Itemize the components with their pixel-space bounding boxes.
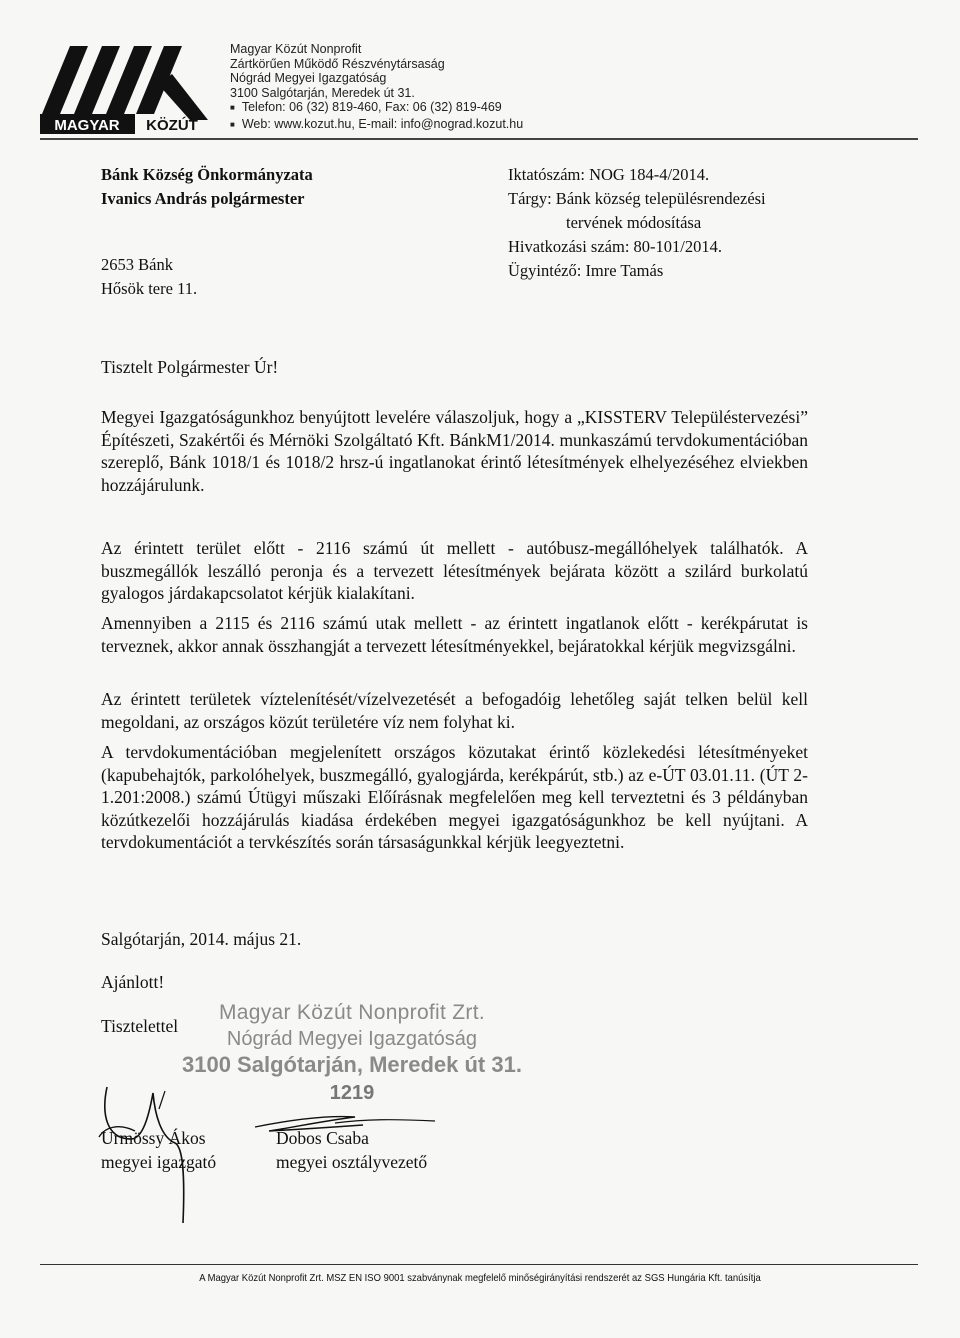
paragraph-4: Az érintett területek víztelenítését/vízelvezetését a befogadóig lehetőleg saját telken belül kell megoldani, az országos közút területére víz nem folyhat ki. <box>101 689 808 732</box>
stamp-line: Magyar Közút Nonprofit Zrt. <box>218 1001 485 1024</box>
company-web: ■ Web: www.kozut.hu, E-mail: info@nograd.kozut.hu <box>230 117 523 134</box>
reference-block <box>508 163 766 283</box>
paragraph-2: Az érintett terület előtt - 2116 számú út mellett - autóbusz-megállóhelyek találhatók. A buszmegállók leszálló peronja és a tervezett létesítmények bejárata között a szilárd burkolatú gyalogos járdakapcsolatot kérjük kialakítani. <box>101 538 808 603</box>
recipient-city: 2653 Bánk <box>101 255 173 274</box>
company-address: 3100 Salgótarján, Meredek út 31. <box>230 85 415 100</box>
date-line: Salgótarján, 2014. május 21. <box>101 929 302 949</box>
recipient-address <box>101 163 313 301</box>
paragraph-1: Megyei Igazgatóságunkhoz benyújtott levelére válaszoljuk, hogy a „KISSTERV Településtervezési” Építészeti, Szakértői és Mérnöki Szolgáltató Kft. BánkM1/2014. munkaszámú tervdokumentációban szereplő, Bánk 1018/1 és 1018/2 hrsz-ú ingatlanokat érintő létesítmények elhelyezéséhez elviekben hozzájárulunk. <box>101 407 808 495</box>
header-divider <box>40 138 918 140</box>
magyar-kozut-logo <box>40 44 210 134</box>
signer-name: Dobos Csaba <box>276 1128 369 1148</box>
stamp-line: Nógrád Megyei Igazgatóság <box>226 1028 478 1050</box>
salutation: Tisztelt Polgármester Úr! <box>101 357 279 377</box>
recipient-organization: Bánk Község Önkormányzata <box>101 165 313 184</box>
signer-name: Urmössy Ákos <box>101 1128 206 1148</box>
file-number: Iktatószám: NOG 184-4/2014. <box>508 165 710 184</box>
registered-mail-note: Ajánlott! <box>101 972 165 992</box>
signer-title: megyei igazgató <box>101 1152 217 1172</box>
company-phone: ■ Telefon: 06 (32) 819-460, Fax: 06 (32) 819-469 <box>230 100 523 117</box>
case-officer: Ügyintéző: Imre Tamás <box>508 261 664 280</box>
company-info <box>230 42 523 133</box>
paragraph-5: A tervdokumentációban megjelenített országos közutakat érintő közlekedési létesítményeket (kapubehajtók, parkolóhelyek, buszmegálló, gyalogjárda, kerékpárút, stb.) az e-ÚT 03.01.11. (ÚT 2-1.201:2008.) számú Útügyi műszaki Előírásnak megfelelően meg kell terveztetni és 3 példányban közútkezelői hozzájárulás kiadása érdekében megyei igazgatóságunkhoz be kell nyújtani. A tervdokumentációt a tervkészítés során társaságunkkal kérjük leegyeztetni. <box>101 742 808 852</box>
footer-certification: A Magyar Közút Nonprofit Zrt. MSZ EN ISO 9001 szabványnak megfelelő minőségirányítási rendszerét az SGS Hungária Kft. tanúsítja <box>199 1272 761 1284</box>
recipient-street: Hősök tere 11. <box>101 279 198 298</box>
greeting: Tisztelettel <box>101 1016 179 1036</box>
company-line: Nógrád Megyei Igazgatóság <box>230 71 387 85</box>
signer-head-of-department <box>276 1126 427 1174</box>
footer-divider <box>40 1264 918 1265</box>
paragraph-3: Amennyiben a 2115 és 2116 számú utak mellett - az érintett ingatlanok előtt - kerékpárutat is terveznek, akkor annak összhangját a tervezett létesítményekkel, bejáratokkal kérjük megvizsgálni. <box>101 613 808 656</box>
svg-text:MAGYAR: MAGYAR <box>54 117 120 134</box>
company-line: Magyar Közút Nonprofit <box>230 42 362 56</box>
subject-continued: tervének módosítása <box>566 213 702 232</box>
stamp-number: 1219 <box>329 1082 375 1104</box>
signer-title: megyei osztályvezető <box>276 1152 428 1172</box>
svg-text:KÖZÚT: KÖZÚT <box>146 117 198 134</box>
reference-number: Hivatkozási szám: 80-101/2014. <box>508 237 723 256</box>
company-line: Zártkörűen Működő Részvénytársaság <box>230 56 445 71</box>
stamp-line: 3100 Salgótarján, Meredek út 31. <box>182 1052 522 1077</box>
signer-director <box>101 1126 216 1174</box>
recipient-person: Ivanics András polgármester <box>101 189 305 208</box>
subject: Tárgy: Bánk község településrendezési <box>508 189 766 208</box>
